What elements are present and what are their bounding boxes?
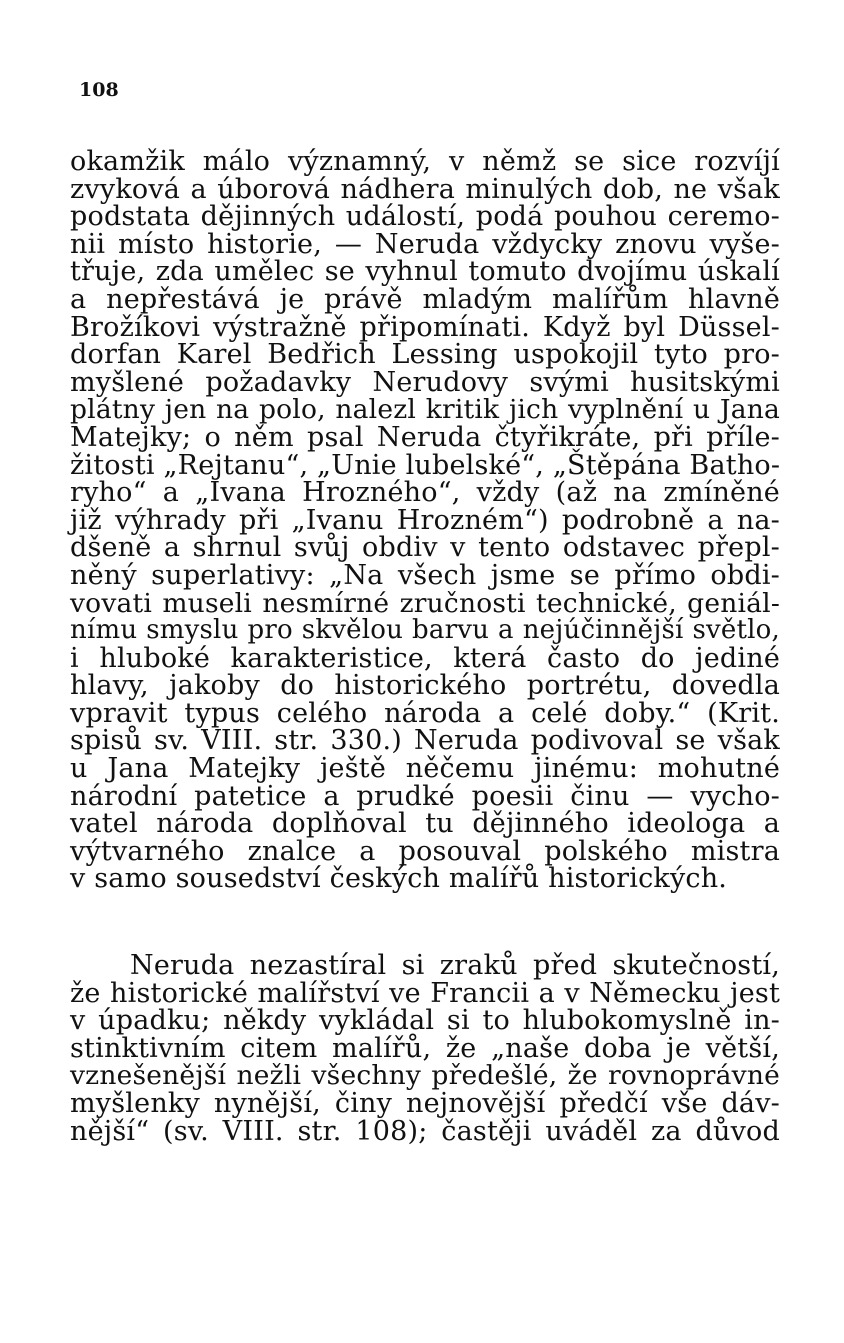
text-line: Neruda nezastíral si zraků před skutečností,	[130, 950, 780, 981]
text-line: dorfan Karel Bedřich Lessing uspokojil tyto pro-	[70, 339, 780, 371]
text-line: myšlené požadavky Nerudovy svými husitskými	[70, 366, 780, 398]
text-line: v úpadku; někdy vykládal si to hlubokomyslně in-	[70, 1005, 780, 1037]
text-line: nější“ (sv. VIII. str. 108); častěji uváděl za důvod	[70, 1115, 780, 1147]
text-line: vznešenější nežli všechny předešlé, že rovnoprávné	[70, 1060, 780, 1092]
text-line: žitosti „Rejtanu“, „Unie lubelské“, „Štěpána Batho-	[70, 449, 781, 481]
text-line: nii místo historie, — Neruda vždycky znovu vyše-	[70, 228, 780, 260]
text-line: plátny jen na polo, nalezl kritik jich vyplnění u Jana	[70, 394, 780, 426]
text-line: Matejky; o něm psal Neruda čtyřikráte, při příle-	[70, 421, 780, 453]
text-line: podstata dějinných událostí, podá pouhou ceremo-	[70, 201, 780, 233]
text-line: hlavy, jakoby do historického portrétu, dovedla	[70, 670, 780, 702]
text-line: již výhrady při „Ivanu Hrozném“) podrobně a na-	[70, 504, 780, 536]
text-line: a nepřestává je právě mladým malířům hlavně	[70, 283, 780, 315]
text-line: okamžik málo významný, v němž se sice rozvíjí	[70, 146, 780, 177]
text-line: něný superlativy: „Na všech jsme se přímo obdi-	[70, 559, 780, 591]
text-line: stinktivním citem malířů, že „naše doba je větší,	[70, 1032, 780, 1064]
text-line: zvyková a úborová nádhera minulých dob, ne však	[70, 173, 780, 205]
text-line: vpravit typus celého národa a celé doby.“ (Krit.	[70, 697, 780, 729]
text-line: nímu smyslu pro skvělou barvu a nejúčinnější světlo,	[70, 615, 780, 646]
text-line: vatel národa doplňoval tu dějinného ideologa a	[70, 808, 780, 840]
text-line: u Jana Matejky ještě něčemu jinému: mohutné	[70, 753, 780, 785]
page-number: 108	[79, 79, 119, 101]
paragraph-1	[70, 148, 780, 893]
text-line: že historické malířství ve Francii a v Německu jest	[70, 977, 780, 1009]
paragraph-2	[70, 952, 780, 1145]
text-line: v samo sousedství českých malířů historických.	[70, 863, 728, 895]
text-line: dšeně a shrnul svůj obdiv v tento odstavec přepl-	[70, 532, 780, 564]
text-line: spisů sv. VIII. str. 330.) Neruda podivoval se však	[70, 725, 780, 757]
text-line: Brožíkovi výstražně připomínati. Když byl Düssel-	[70, 311, 780, 343]
text-line: ryho“ a „Ivana Hrozného“, vždy (až na zmíněné	[70, 477, 780, 509]
text-line: i hluboké karakteristice, která často do jediné	[70, 642, 780, 674]
text-line: vovati museli nesmírné zručnosti technické, geniál-	[70, 587, 780, 619]
text-line: třuje, zda umělec se vyhnul tomuto dvojímu úskalí	[70, 256, 780, 288]
text-line: myšlenky nynější, činy nejnovější předčí vše dáv-	[70, 1087, 780, 1119]
text-line: výtvarného znalce a posouval polského mistra	[70, 835, 780, 867]
text-line: národní patetice a prudké poesii činu — vycho-	[70, 780, 780, 812]
